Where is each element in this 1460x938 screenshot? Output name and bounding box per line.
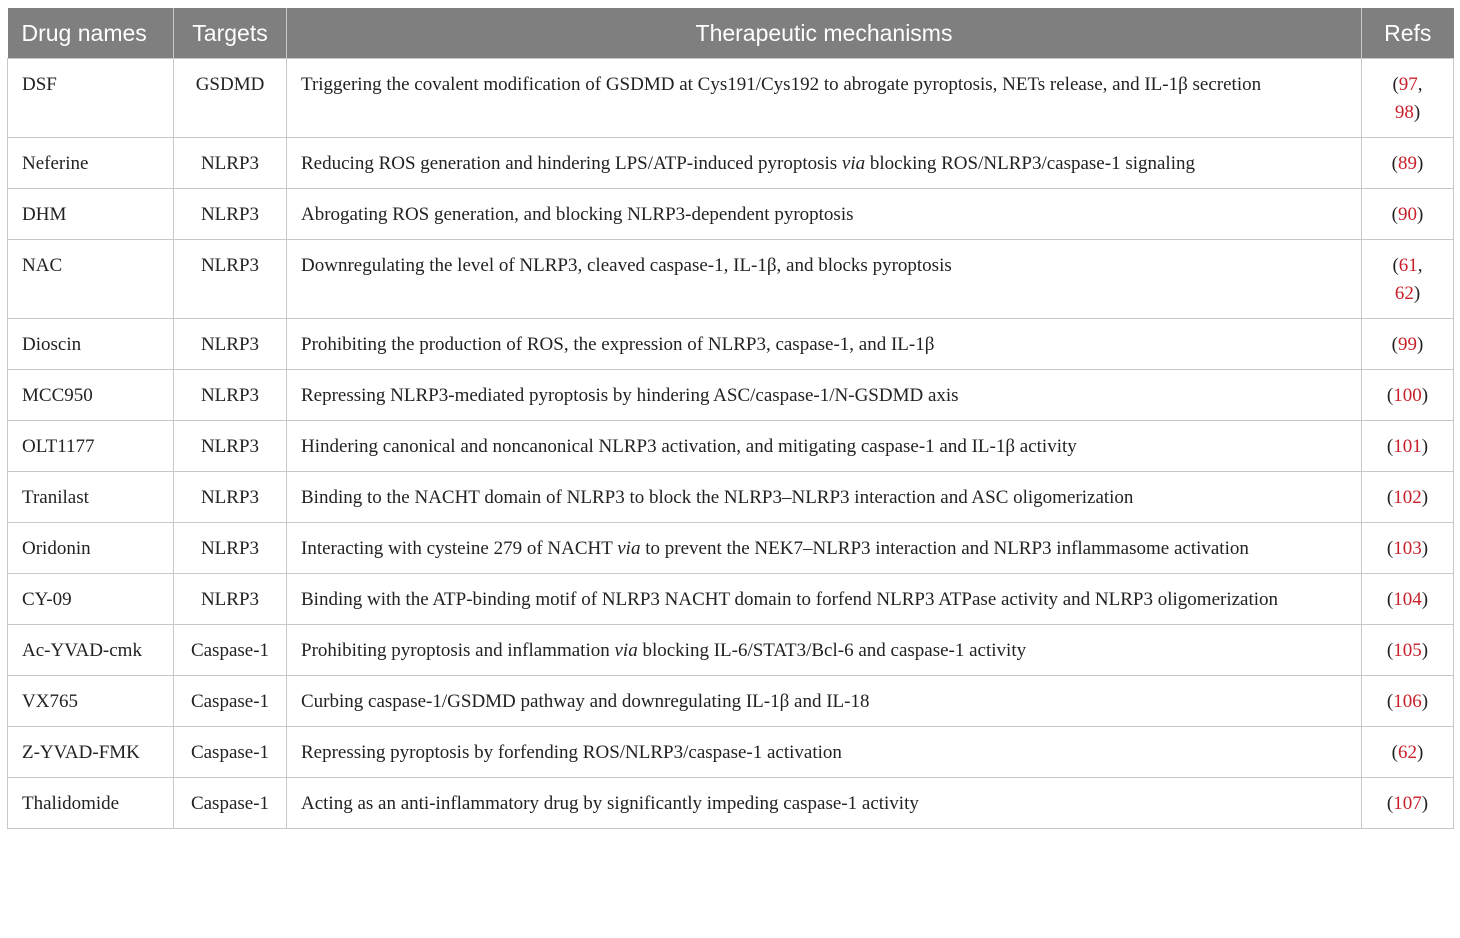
refs-cell: (105): [1362, 625, 1454, 676]
header-targets: Targets: [174, 8, 287, 59]
ref-link[interactable]: 89: [1398, 153, 1417, 174]
refs-cell: (62): [1362, 727, 1454, 778]
table-row: [8, 319, 1454, 370]
drug-name-cell: Neferine: [8, 138, 174, 189]
refs-cell: (104): [1362, 574, 1454, 625]
drug-name-cell: CY-09: [8, 574, 174, 625]
mechanism-text: Binding to the NACHT domain of NLRP3 to block the NLRP3–NLRP3 interaction and ASC oligomerization: [301, 487, 1134, 508]
header-drug-names: Drug names: [8, 8, 174, 59]
mechanism-cell: [287, 523, 1362, 574]
refs-cell: (97, 98): [1362, 59, 1454, 138]
header-refs: Refs: [1362, 8, 1454, 59]
mechanism-cell: [287, 189, 1362, 240]
mechanism-cell: [287, 778, 1362, 829]
ref-link[interactable]: 61: [1398, 255, 1418, 276]
mechanism-text: Prohibiting pyroptosis and inflammation: [301, 640, 615, 661]
mechanism-cell: [287, 319, 1362, 370]
mechanism-cell: [287, 240, 1362, 319]
ref-link[interactable]: 103: [1393, 538, 1422, 559]
mechanism-text: Acting as an anti-inflammatory drug by significantly impeding caspase-1 activity: [301, 793, 919, 814]
drug-name-cell: Ac-YVAD-cmk: [8, 625, 174, 676]
mechanism-text: to prevent the NEK7–NLRP3 interaction and NLRP3 inflammasome activation: [640, 538, 1249, 559]
mechanism-text: blocking IL-6/STAT3/Bcl-6 and caspase-1 activity: [637, 640, 1027, 661]
drug-name-cell: DSF: [8, 59, 174, 138]
target-cell: NLRP3: [174, 319, 287, 370]
table-row: [8, 240, 1454, 319]
mechanism-text: Hindering canonical and noncanonical NLRP3 activation, and mitigating caspase-1 and IL-1β activity: [301, 436, 1077, 457]
mechanism-text: Abrogating ROS generation, and blocking NLRP3-dependent pyroptosis: [301, 204, 854, 225]
refs-cell: (61, 62): [1362, 240, 1454, 319]
target-cell: NLRP3: [174, 138, 287, 189]
ref-link[interactable]: 100: [1393, 385, 1422, 406]
ref-link[interactable]: 62: [1394, 283, 1414, 304]
refs-cell: (103): [1362, 523, 1454, 574]
table-row: [8, 138, 1454, 189]
drug-name-cell: OLT1177: [8, 421, 174, 472]
refs-cell: (100): [1362, 370, 1454, 421]
refs-cell: (90): [1362, 189, 1454, 240]
table-row: [8, 676, 1454, 727]
ref-link[interactable]: 102: [1393, 487, 1422, 508]
drug-name-cell: VX765: [8, 676, 174, 727]
target-cell: NLRP3: [174, 472, 287, 523]
mechanism-cell: [287, 625, 1362, 676]
refs-cell: (102): [1362, 472, 1454, 523]
drug-name-cell: Dioscin: [8, 319, 174, 370]
table-row: [8, 574, 1454, 625]
ref-link[interactable]: 104: [1393, 589, 1422, 610]
table-row: [8, 370, 1454, 421]
ref-link[interactable]: 107: [1393, 793, 1422, 814]
target-cell: Caspase-1: [174, 676, 287, 727]
ref-link[interactable]: 105: [1393, 640, 1422, 661]
table-row: [8, 472, 1454, 523]
ref-link[interactable]: 62: [1398, 742, 1417, 763]
mechanism-cell: [287, 574, 1362, 625]
table-row: [8, 421, 1454, 472]
refs-cell: (106): [1362, 676, 1454, 727]
ref-link[interactable]: 98: [1394, 102, 1414, 123]
mechanism-cell: [287, 138, 1362, 189]
mechanism-text: Downregulating the level of NLRP3, cleaved caspase-1, IL-1β, and blocks pyroptosis: [301, 255, 952, 276]
table-row: [8, 727, 1454, 778]
drug-name-cell: Oridonin: [8, 523, 174, 574]
mechanism-text: Reducing ROS generation and hindering LPS/ATP-induced pyroptosis: [301, 153, 842, 174]
mechanism-text: Interacting with cysteine 279 of NACHT: [301, 538, 618, 559]
refs-cell: (107): [1362, 778, 1454, 829]
refs-cell: (101): [1362, 421, 1454, 472]
ref-link[interactable]: 97: [1398, 74, 1418, 95]
mechanism-text: Binding with the ATP-binding motif of NLRP3 NACHT domain to forfend NLRP3 ATPase activity and NLRP3 oligomerization: [301, 589, 1279, 610]
ref-link[interactable]: 99: [1398, 334, 1417, 355]
mechanism-text: blocking ROS/NLRP3/caspase-1 signaling: [865, 153, 1195, 174]
target-cell: NLRP3: [174, 523, 287, 574]
header-row: [8, 8, 1454, 59]
ref-link[interactable]: 90: [1398, 204, 1417, 225]
mechanism-text: Triggering the covalent modification of GSDMD at Cys191/Cys192 to abrogate pyroptosis, NETs release, and IL-1β secretion: [301, 74, 1262, 95]
mechanism-italic-text: via: [841, 153, 866, 174]
mechanism-cell: [287, 370, 1362, 421]
mechanism-text: Repressing NLRP3-mediated pyroptosis by hindering ASC/caspase-1/N-GSDMD axis: [301, 385, 959, 406]
drug-name-cell: MCC950: [8, 370, 174, 421]
refs-cell: (89): [1362, 138, 1454, 189]
target-cell: NLRP3: [174, 421, 287, 472]
drug-name-cell: Thalidomide: [8, 778, 174, 829]
table-row: [8, 59, 1454, 138]
target-cell: Caspase-1: [174, 625, 287, 676]
target-cell: NLRP3: [174, 189, 287, 240]
table-row: [8, 189, 1454, 240]
refs-cell: (99): [1362, 319, 1454, 370]
ref-link[interactable]: 106: [1393, 691, 1422, 712]
mechanism-cell: [287, 472, 1362, 523]
mechanism-cell: [287, 676, 1362, 727]
target-cell: NLRP3: [174, 240, 287, 319]
drug-name-cell: Tranilast: [8, 472, 174, 523]
target-cell: Caspase-1: [174, 778, 287, 829]
mechanism-italic-text: via: [617, 538, 641, 559]
header-therapeutic-mechanisms: Therapeutic mechanisms: [287, 8, 1362, 59]
mechanism-cell: [287, 421, 1362, 472]
target-cell: NLRP3: [174, 574, 287, 625]
target-cell: GSDMD: [174, 59, 287, 138]
mechanism-text: Curbing caspase-1/GSDMD pathway and downregulating IL-1β and IL-18: [301, 691, 870, 712]
target-cell: NLRP3: [174, 370, 287, 421]
ref-link[interactable]: 101: [1393, 436, 1422, 457]
drug-name-cell: NAC: [8, 240, 174, 319]
mechanism-italic-text: via: [614, 640, 638, 661]
drug-name-cell: Z-YVAD-FMK: [8, 727, 174, 778]
table-row: [8, 778, 1454, 829]
drug-name-cell: DHM: [8, 189, 174, 240]
mechanism-cell: [287, 59, 1362, 138]
drug-table: [7, 8, 1454, 829]
target-cell: Caspase-1: [174, 727, 287, 778]
table-row: [8, 523, 1454, 574]
mechanism-cell: [287, 727, 1362, 778]
mechanism-text: Repressing pyroptosis by forfending ROS/NLRP3/caspase-1 activation: [301, 742, 842, 763]
table-row: [8, 625, 1454, 676]
mechanism-text: Prohibiting the production of ROS, the expression of NLRP3, caspase-1, and IL-1β: [301, 334, 935, 355]
